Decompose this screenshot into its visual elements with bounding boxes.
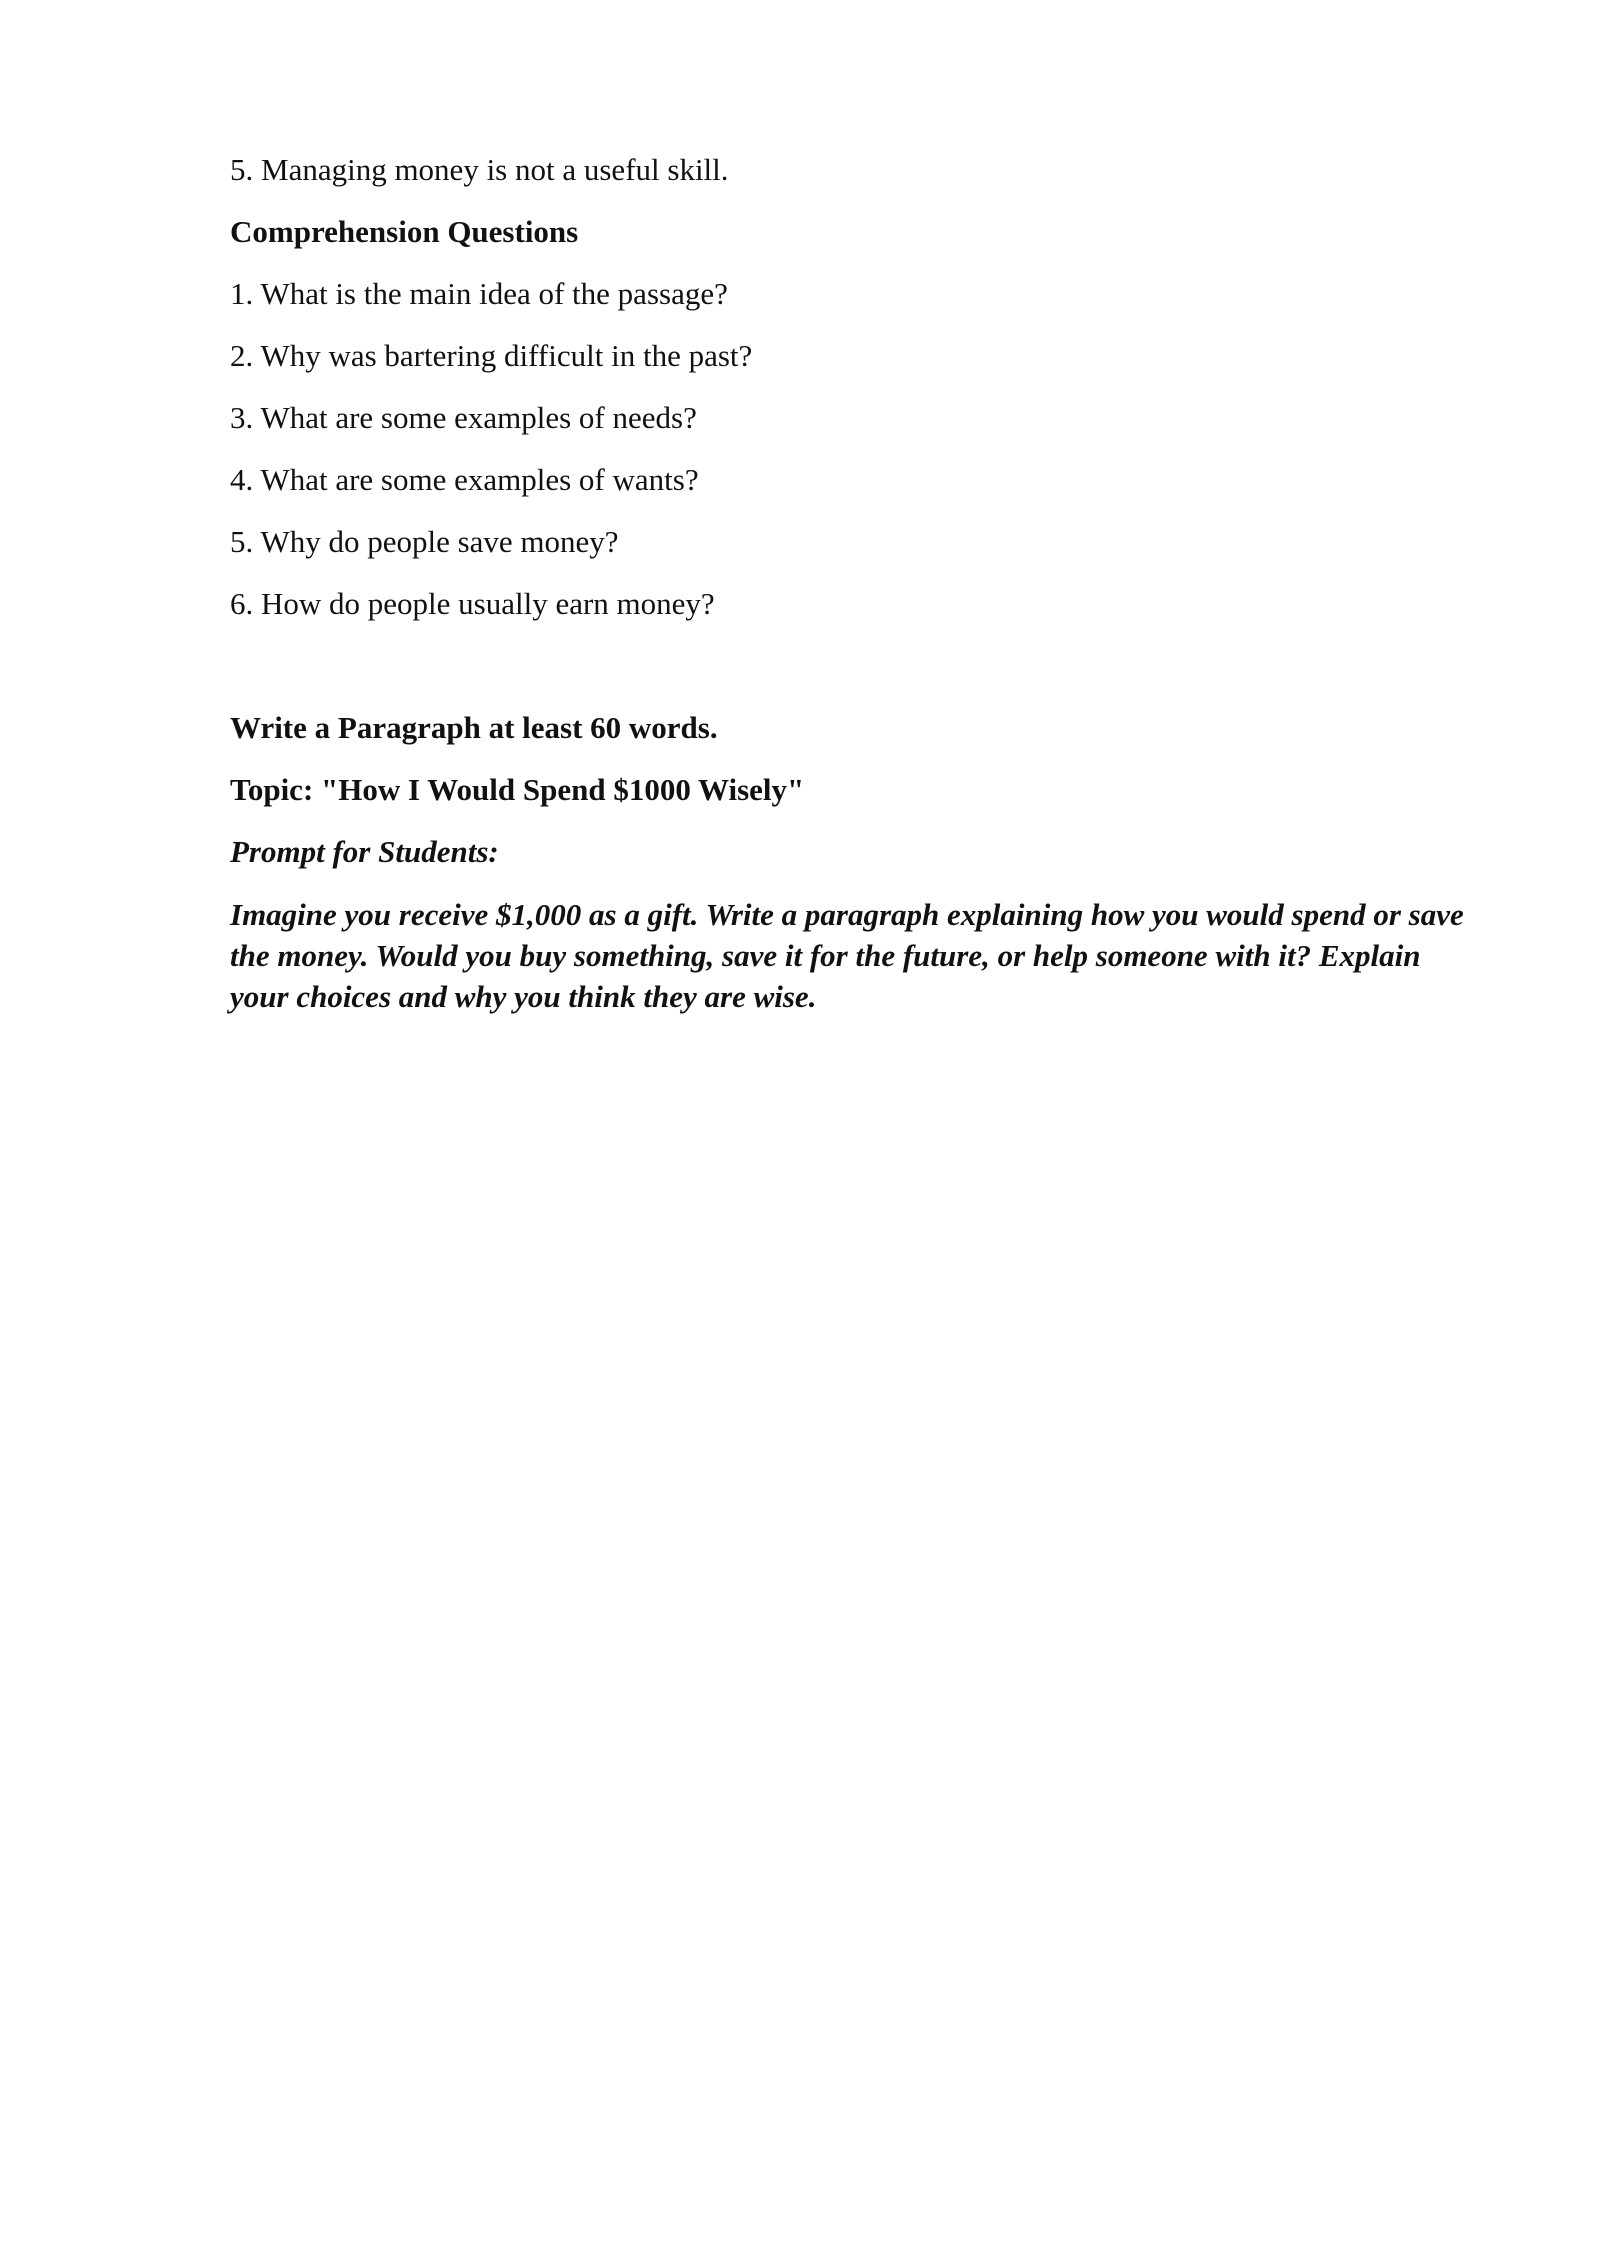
statement-5: 5. Managing money is not a useful skill. bbox=[230, 152, 729, 187]
writing-heading: Write a Paragraph at least 60 words. bbox=[230, 710, 718, 745]
document-page bbox=[230, 150, 1470, 1017]
prompt-text: Imagine you receive $1,000 as a gift. Write a paragraph explaining how you would spend or save the money. Would you buy something, save it for the future, or help someone with it? Explain your choices and why you think they are wise. bbox=[230, 897, 1464, 1014]
writing-topic: Topic: "How I Would Spend $1000 Wisely" bbox=[230, 772, 805, 807]
question-1: 1. What is the main idea of the passage? bbox=[230, 276, 728, 311]
question-5: 5. Why do people save money? bbox=[230, 524, 619, 559]
comprehension-heading: Comprehension Questions bbox=[230, 214, 579, 249]
section-spacer bbox=[230, 646, 1470, 708]
question-6: 6. How do people usually earn money? bbox=[230, 586, 715, 621]
question-3: 3. What are some examples of needs? bbox=[230, 400, 697, 435]
question-2: 2. Why was bartering difficult in the past? bbox=[230, 338, 753, 373]
prompt-label: Prompt for Students: bbox=[230, 834, 499, 869]
question-4: 4. What are some examples of wants? bbox=[230, 462, 699, 497]
